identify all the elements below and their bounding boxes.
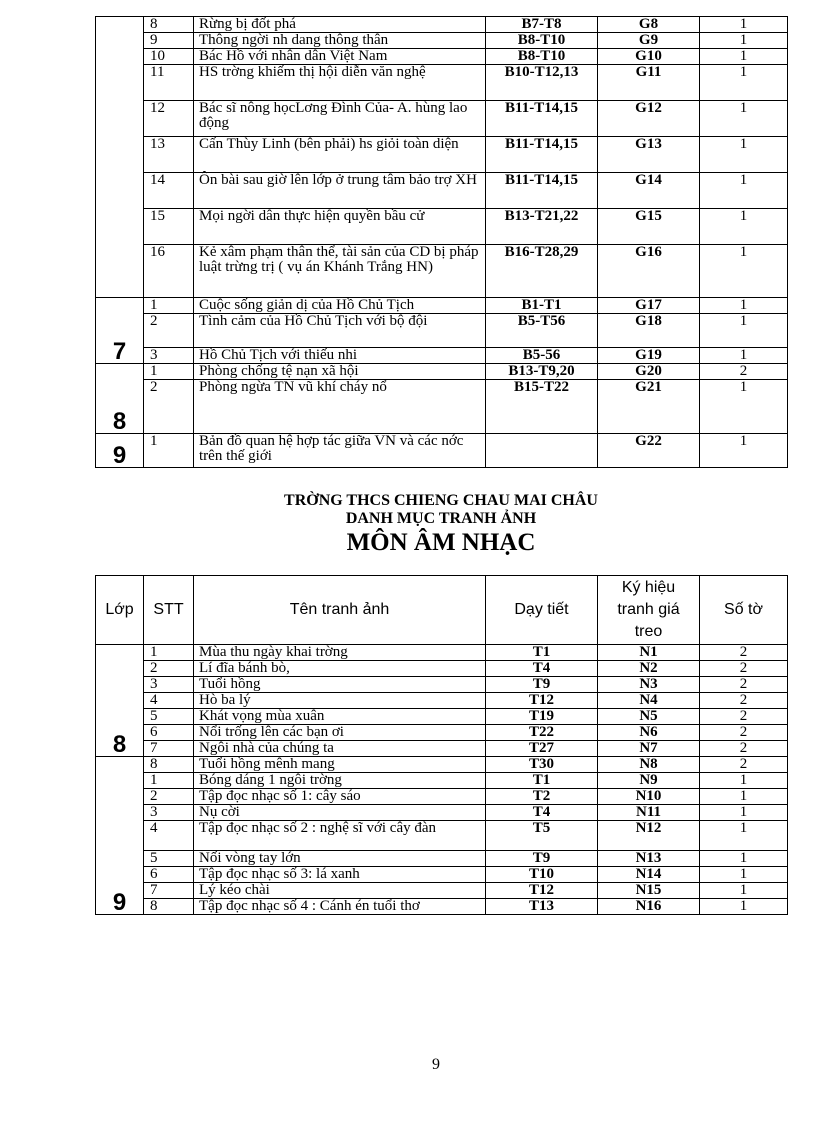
name-cell: Bóng dáng 1 ngôi trờng <box>194 773 486 789</box>
table-row <box>96 741 788 757</box>
stt-cell: 14 <box>144 173 194 209</box>
name-cell: Ôn bài sau giờ lên lớp ở trung tâm bảo trợ XH <box>194 173 486 209</box>
code-cell: N4 <box>598 693 700 709</box>
name-cell: Tập đọc nhạc số 1: cây sáo <box>194 789 486 805</box>
name-cell: Tập đọc nhạc số 3: lá xanh <box>194 867 486 883</box>
stt-cell: 2 <box>144 661 194 677</box>
qty-cell: 2 <box>700 741 788 757</box>
name-cell: Bác Hồ với nhân dân Việt Nam <box>194 49 486 65</box>
code-cell: G22 <box>598 434 700 468</box>
stt-cell: 12 <box>144 101 194 137</box>
lesson-cell: B5-56 <box>486 348 598 364</box>
lesson-cell: B7-T8 <box>486 17 598 33</box>
name-cell: Bác sĩ nông họcLơng Đình Của- A. hùng lao động <box>194 101 486 137</box>
lesson-cell: T1 <box>486 645 598 661</box>
lesson-cell: T1 <box>486 773 598 789</box>
lesson-cell: B8-T10 <box>486 33 598 49</box>
grade-cell: 7 <box>96 298 144 364</box>
name-cell: Tình cảm của Hồ Chủ Tịch với bộ đội <box>194 314 486 348</box>
stt-cell: 15 <box>144 209 194 245</box>
table-row <box>96 209 788 245</box>
qty-cell: 2 <box>700 677 788 693</box>
lesson-cell: B5-T56 <box>486 314 598 348</box>
code-cell: G20 <box>598 364 700 380</box>
table-header-row <box>96 576 788 645</box>
qty-cell: 2 <box>700 709 788 725</box>
qty-cell: 1 <box>700 101 788 137</box>
qty-cell: 1 <box>700 173 788 209</box>
lesson-cell: T12 <box>486 883 598 899</box>
stt-cell: 4 <box>144 693 194 709</box>
col-header-grade: Lớp <box>96 576 144 645</box>
code-cell: N5 <box>598 709 700 725</box>
code-cell: G15 <box>598 209 700 245</box>
qty-cell: 1 <box>700 137 788 173</box>
table-row <box>96 348 788 364</box>
code-cell: G18 <box>598 314 700 348</box>
name-cell: Tập đọc nhạc số 2 : nghệ sĩ với cây đàn <box>194 821 486 851</box>
code-cell: G8 <box>598 17 700 33</box>
table-row <box>96 805 788 821</box>
lesson-cell: B13-T9,20 <box>486 364 598 380</box>
lesson-cell: T22 <box>486 725 598 741</box>
table-row <box>96 899 788 915</box>
table-row <box>96 821 788 851</box>
table-row <box>96 789 788 805</box>
qty-cell: 2 <box>700 757 788 773</box>
stt-cell: 6 <box>144 725 194 741</box>
qty-cell: 1 <box>700 49 788 65</box>
code-cell: G9 <box>598 33 700 49</box>
qty-cell: 1 <box>700 298 788 314</box>
lesson-cell: B8-T10 <box>486 49 598 65</box>
code-cell: G16 <box>598 245 700 298</box>
code-cell: N13 <box>598 851 700 867</box>
name-cell: Lí đĩa bánh bò, <box>194 661 486 677</box>
lesson-cell: T13 <box>486 899 598 915</box>
stt-cell: 7 <box>144 741 194 757</box>
qty-cell: 1 <box>700 883 788 899</box>
stt-cell: 16 <box>144 245 194 298</box>
stt-cell: 5 <box>144 709 194 725</box>
stt-cell: 4 <box>144 821 194 851</box>
name-cell: Tuổi hồng <box>194 677 486 693</box>
qty-cell: 1 <box>700 867 788 883</box>
stt-cell: 7 <box>144 883 194 899</box>
code-cell: N2 <box>598 661 700 677</box>
table-row <box>96 245 788 298</box>
table-row <box>96 173 788 209</box>
music-picture-table <box>95 575 788 915</box>
name-cell: Hò ba lý <box>194 693 486 709</box>
name-cell: Ngôi nhà của chúng ta <box>194 741 486 757</box>
code-cell: N15 <box>598 883 700 899</box>
grade-cell: 8 <box>96 645 144 757</box>
table-row <box>96 298 788 314</box>
table-row <box>96 137 788 173</box>
lesson-cell: T10 <box>486 867 598 883</box>
qty-cell: 1 <box>700 17 788 33</box>
stt-cell: 1 <box>144 434 194 468</box>
code-cell: N11 <box>598 805 700 821</box>
qty-cell: 2 <box>700 661 788 677</box>
qty-cell: 1 <box>700 348 788 364</box>
table-row <box>96 49 788 65</box>
stt-cell: 5 <box>144 851 194 867</box>
stt-cell: 8 <box>144 17 194 33</box>
col-header-code: Ký hiệu tranh giá treo <box>598 576 700 645</box>
stt-cell: 3 <box>144 348 194 364</box>
stt-cell: 2 <box>144 789 194 805</box>
stt-cell: 1 <box>144 298 194 314</box>
name-cell: Khát vọng mùa xuân <box>194 709 486 725</box>
name-cell: Kẻ xâm phạm thân thể, tài sản của CD bị pháp luật trừng trị ( vụ án Khánh Trắng HN) <box>194 245 486 298</box>
table-row <box>96 757 788 773</box>
name-cell: Hồ Chủ Tịch với thiếu nhi <box>194 348 486 364</box>
table-row <box>96 773 788 789</box>
code-cell: G13 <box>598 137 700 173</box>
qty-cell: 2 <box>700 364 788 380</box>
stt-cell: 6 <box>144 867 194 883</box>
name-cell: Nụ cời <box>194 805 486 821</box>
table-row <box>96 661 788 677</box>
name-cell: Lý kéo chài <box>194 883 486 899</box>
table-row <box>96 65 788 101</box>
lesson-cell: T30 <box>486 757 598 773</box>
qty-cell: 1 <box>700 33 788 49</box>
table-row <box>96 33 788 49</box>
table-row <box>96 693 788 709</box>
lesson-cell: B13-T21,22 <box>486 209 598 245</box>
stt-cell: 1 <box>144 645 194 661</box>
table-row <box>96 677 788 693</box>
name-cell: Tuổi hồng mênh mang <box>194 757 486 773</box>
stt-cell: 11 <box>144 65 194 101</box>
code-cell: N16 <box>598 899 700 915</box>
code-cell: N9 <box>598 773 700 789</box>
name-cell: Mọi ngời dân thực hiện quyền bầu cử <box>194 209 486 245</box>
stt-cell: 8 <box>144 757 194 773</box>
code-cell: G10 <box>598 49 700 65</box>
grade-cell: 9 <box>96 434 144 468</box>
catalog-heading: DANH MỤC TRANH ẢNH <box>345 510 537 527</box>
name-cell: Phòng ngừa TN vũ khí cháy nổ <box>194 380 486 434</box>
code-cell: N3 <box>598 677 700 693</box>
qty-cell: 1 <box>700 314 788 348</box>
lesson-cell: B10-T12,13 <box>486 65 598 101</box>
table-row <box>96 851 788 867</box>
qty-cell: 1 <box>700 65 788 101</box>
name-cell: Cấn Thùy Linh (bên phải) hs giỏi toàn diện <box>194 137 486 173</box>
lesson-cell: T19 <box>486 709 598 725</box>
qty-cell: 1 <box>700 773 788 789</box>
name-cell: Nổi trống lên các bạn ơi <box>194 725 486 741</box>
table-row <box>96 867 788 883</box>
qty-cell: 1 <box>700 851 788 867</box>
table-row <box>96 364 788 380</box>
qty-cell: 2 <box>700 645 788 661</box>
code-cell: G19 <box>598 348 700 364</box>
lesson-cell: B1-T1 <box>486 298 598 314</box>
name-cell: Tập đọc nhạc số 4 : Cánh én tuổi thơ <box>194 899 486 915</box>
qty-cell: 2 <box>700 693 788 709</box>
stt-cell: 1 <box>144 773 194 789</box>
lesson-cell: T2 <box>486 789 598 805</box>
qty-cell: 1 <box>700 805 788 821</box>
stt-cell: 8 <box>144 899 194 915</box>
table-row <box>96 883 788 899</box>
lesson-cell: T5 <box>486 821 598 851</box>
table-row <box>96 101 788 137</box>
qty-cell: 2 <box>700 725 788 741</box>
lesson-cell: T9 <box>486 677 598 693</box>
subject-heading: MÔN ÂM NHẠC <box>346 529 536 556</box>
lesson-cell: T12 <box>486 693 598 709</box>
name-cell: Phòng chống tệ nạn xã hội <box>194 364 486 380</box>
table-row <box>96 17 788 33</box>
code-cell: N8 <box>598 757 700 773</box>
picture-catalog-table-1 <box>95 16 788 468</box>
stt-cell: 13 <box>144 137 194 173</box>
table-row <box>96 725 788 741</box>
code-cell: G12 <box>598 101 700 137</box>
stt-cell: 1 <box>144 364 194 380</box>
stt-cell: 2 <box>144 314 194 348</box>
code-cell: G17 <box>598 298 700 314</box>
code-cell: N10 <box>598 789 700 805</box>
lesson-cell: B16-T28,29 <box>486 245 598 298</box>
table-row <box>96 709 788 725</box>
qty-cell: 1 <box>700 789 788 805</box>
table-row <box>96 434 788 468</box>
school-heading: TRỜNG THCS CHIENG CHAU MAI CHÂU <box>284 492 598 509</box>
stt-cell: 3 <box>144 677 194 693</box>
name-cell: Thông ngời nh dang thông thân <box>194 33 486 49</box>
stt-cell: 10 <box>144 49 194 65</box>
col-header-qty: Số tờ <box>700 576 788 645</box>
code-cell: N14 <box>598 867 700 883</box>
lesson-cell <box>486 434 598 468</box>
table-row <box>96 645 788 661</box>
name-cell: Cuộc sống giản dị của Hồ Chủ Tịch <box>194 298 486 314</box>
lesson-cell: B11-T14,15 <box>486 173 598 209</box>
name-cell: HS trờng khiếm thị hội diễn văn nghệ <box>194 65 486 101</box>
stt-cell: 9 <box>144 33 194 49</box>
name-cell: Bản đồ quan hệ hợp tác giữa VN và các nớc trên thế giới <box>194 434 486 468</box>
code-cell: N7 <box>598 741 700 757</box>
code-cell: N12 <box>598 821 700 851</box>
code-cell: G14 <box>598 173 700 209</box>
lesson-cell: B11-T14,15 <box>486 137 598 173</box>
name-cell: Mùa thu ngày khai trờng <box>194 645 486 661</box>
qty-cell: 1 <box>700 821 788 851</box>
name-cell: Rừng bị đốt phá <box>194 17 486 33</box>
code-cell: N1 <box>598 645 700 661</box>
col-header-lesson: Dạy tiết <box>486 576 598 645</box>
grade-cell <box>96 17 144 298</box>
code-cell: N6 <box>598 725 700 741</box>
code-cell: G21 <box>598 380 700 434</box>
qty-cell: 1 <box>700 899 788 915</box>
lesson-cell: T4 <box>486 805 598 821</box>
lesson-cell: T4 <box>486 661 598 677</box>
grade-cell: 9 <box>96 757 144 915</box>
stt-cell: 3 <box>144 805 194 821</box>
code-cell: G11 <box>598 65 700 101</box>
stt-cell: 2 <box>144 380 194 434</box>
col-header-stt: STT <box>144 576 194 645</box>
lesson-cell: T27 <box>486 741 598 757</box>
qty-cell: 1 <box>700 245 788 298</box>
qty-cell: 1 <box>700 209 788 245</box>
qty-cell: 1 <box>700 380 788 434</box>
lesson-cell: B15-T22 <box>486 380 598 434</box>
lesson-cell: T9 <box>486 851 598 867</box>
table-row <box>96 380 788 434</box>
table-row <box>96 314 788 348</box>
qty-cell: 1 <box>700 434 788 468</box>
name-cell: Nối vòng tay lớn <box>194 851 486 867</box>
page-number: 9 <box>432 1056 440 1073</box>
col-header-name: Tên tranh ảnh <box>194 576 486 645</box>
lesson-cell: B11-T14,15 <box>486 101 598 137</box>
grade-cell: 8 <box>96 364 144 434</box>
